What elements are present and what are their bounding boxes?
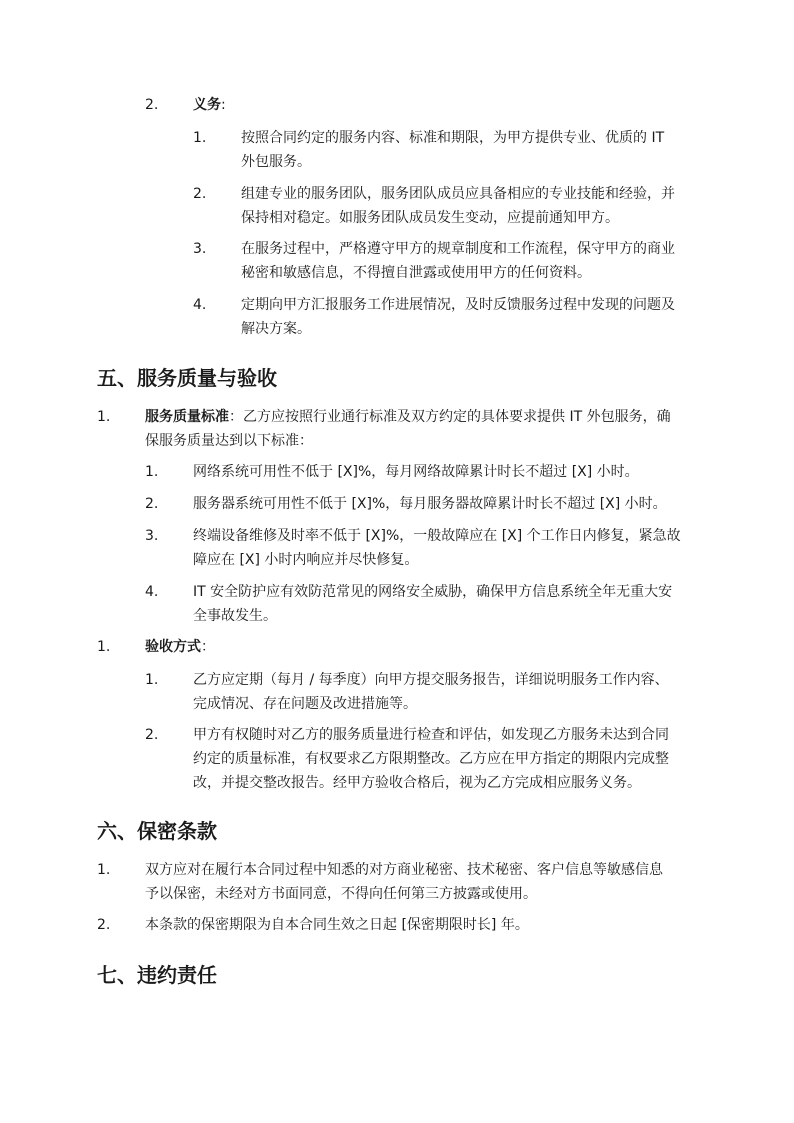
list-number: 1.	[97, 639, 111, 655]
section-heading-7: 七、违约责任	[97, 963, 217, 987]
list-text-line: 按照合同约定的服务内容、标准和期限，为甲方提供专业、优质的 IT	[241, 130, 665, 146]
list-text-line: 保服务质量达到以下标准：	[145, 433, 313, 449]
list-number: 1.	[145, 672, 159, 688]
list-text-line: 保持相对稳定。如服务团队成员发生变动，应提前通知甲方。	[241, 210, 619, 226]
section-heading-6: 六、保密条款	[97, 819, 217, 843]
list-number: 4.	[193, 297, 207, 313]
list-text-line: 在服务过程中，严格遵守甲方的规章制度和工作流程，保守甲方的商业	[241, 241, 675, 257]
list-text-line: 终端设备维修及时率不低于 [X]%，一般故障应在 [X] 个工作日内修复，紧急故	[193, 528, 681, 544]
list-number: 2.	[145, 496, 159, 512]
list-number: 1.	[193, 130, 207, 146]
section-heading-5: 五、服务质量与验收	[97, 366, 277, 390]
list-text-line: 全事故发生。	[193, 608, 277, 624]
list-number: 4.	[145, 584, 159, 600]
quality-standard-text: ：乙方应按照行业通行标准及双方约定的具体要求提供 IT 外包服务，确	[229, 409, 671, 425]
list-number: 1.	[97, 862, 111, 878]
list-text-line: 组建专业的服务团队，服务团队成员应具备相应的专业技能和经验，并	[241, 186, 675, 202]
list-text-line: 网络系统可用性不低于 [X]%，每月网络故障累计时长不超过 [X] 小时。	[193, 464, 639, 480]
list-text-line: 秘密和敏感信息，不得擅自泄露或使用甲方的任何资料。	[241, 265, 591, 281]
list-text-line: 双方应对在履行本合同过程中知悉的对方商业秘密、技术秘密、客户信息等敏感信息	[145, 862, 663, 878]
list-text-line: IT 安全防护应有效防范常见的网络安全威胁，确保甲方信息系统全年无重大安	[193, 584, 673, 600]
obligations-label: 义务	[193, 97, 221, 113]
obligations-heading	[193, 92, 226, 118]
list-text-line: 服务器系统可用性不低于 [X]%，每月服务器故障累计时长不超过 [X] 小时。	[193, 496, 667, 512]
list-number: 3.	[193, 241, 207, 257]
list-text-line: 乙方应定期（每月 / 每季度）向甲方提交服务报告，详细说明服务工作内容、	[193, 672, 669, 688]
acceptance-label: 验收方式	[145, 639, 201, 655]
list-text-line: 改，并提交整改报告。经甲方验收合格后，视为乙方完成相应服务义务。	[193, 775, 641, 791]
list-number: 1.	[97, 409, 111, 425]
list-text-line: 解决方案。	[241, 321, 311, 337]
list-text-line: 甲方有权随时对乙方的服务质量进行检查和评估，如发现乙方服务未达到合同	[193, 727, 669, 743]
obligations-colon: :	[221, 97, 226, 113]
list-text-line: 完成情况、存在问题及改进措施等。	[193, 696, 417, 712]
list-number: 2.	[145, 727, 159, 743]
list-number: 2.	[97, 917, 111, 933]
list-text-line: 本条款的保密期限为自本合同生效之日起 [保密期限时长] 年。	[145, 917, 529, 933]
acceptance-colon: ：	[201, 639, 215, 655]
list-text-line: 定期向甲方汇报服务工作进展情况，及时反馈服务过程中发现的问题及	[241, 297, 675, 313]
quality-standard-label: 服务质量标准	[145, 409, 229, 425]
list-number: 1.	[145, 464, 159, 480]
acceptance-heading	[145, 634, 215, 660]
list-text-line: 约定的质量标准，有权要求乙方限期整改。乙方应在甲方指定的期限内完成整	[193, 751, 669, 767]
list-text-line: 予以保密，未经对方书面同意，不得向任何第三方披露或使用。	[145, 886, 537, 902]
list-number: 3.	[145, 528, 159, 544]
list-text-line: 障应在 [X] 小时内响应并尽快修复。	[193, 552, 419, 568]
list-number: 2.	[193, 186, 207, 202]
list-text-line: 外包服务。	[241, 154, 311, 170]
list-number: 2.	[145, 97, 159, 113]
quality-standard-line	[145, 404, 671, 430]
